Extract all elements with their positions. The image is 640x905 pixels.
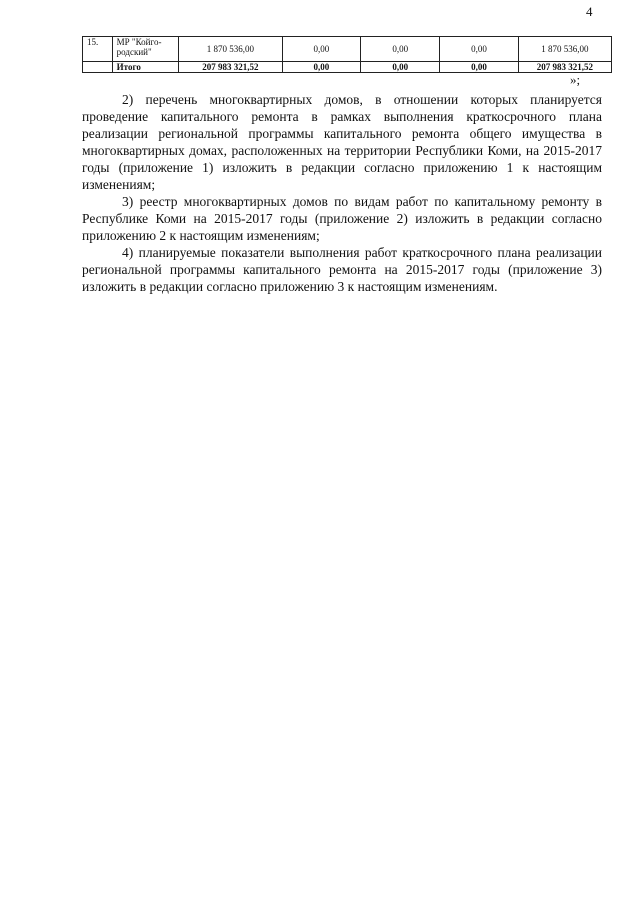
table-total-row [83, 62, 612, 73]
row-number-cell: 15. [83, 37, 113, 62]
paragraph-item-2: 2) перечень многоквартирных домов, в отношении которых планируется проведение капитального ремонта в рамках выполнения краткосрочного плана реализации региональной программы капитального ремонта общего имущества в многоквартирных домах, расположенных на территории Республики Коми, на 2015-2017 годы (приложение 1) изложить в редакции согласно приложению 1 к настоящим изменениям; [82, 92, 602, 192]
total-amount-cell: 207 983 321,52 [179, 62, 282, 73]
amount-cell: 1 870 536,00 [179, 37, 282, 62]
total-amount-cell: 0,00 [282, 62, 361, 73]
amendment-text [82, 91, 602, 295]
table-row [83, 37, 612, 62]
paragraph-item-3: 3) реестр многоквартирных домов по видам работ по капитальному ремонту в Республике Коми на 2015-2017 годы (приложение 2) изложить в редакции согласно приложению 2 к настоящим изменениям; [82, 194, 602, 243]
total-label-cell: Итого [112, 62, 179, 73]
amount-cell: 0,00 [361, 37, 440, 62]
amount-cell: 0,00 [282, 37, 361, 62]
total-amount-cell: 0,00 [440, 62, 519, 73]
municipality-name-cell: МР "Койго-родский" [112, 37, 179, 62]
amount-cell: 1 870 536,00 [518, 37, 611, 62]
row-number-cell [83, 62, 113, 73]
closing-quote-mark: »; [570, 72, 581, 87]
total-amount-cell: 0,00 [361, 62, 440, 73]
paragraph-item-4: 4) планируемые показатели выполнения работ краткосрочного плана реализации региональной программы капитального ремонта на 2015-2017 годы (приложение 3) изложить в редакции согласно приложению 3 к настоящим изменениям. [82, 245, 602, 294]
total-amount-cell: 207 983 321,52 [518, 62, 611, 73]
page-number: 4 [586, 4, 593, 19]
amount-cell: 0,00 [440, 37, 519, 62]
summary-table [82, 36, 612, 73]
